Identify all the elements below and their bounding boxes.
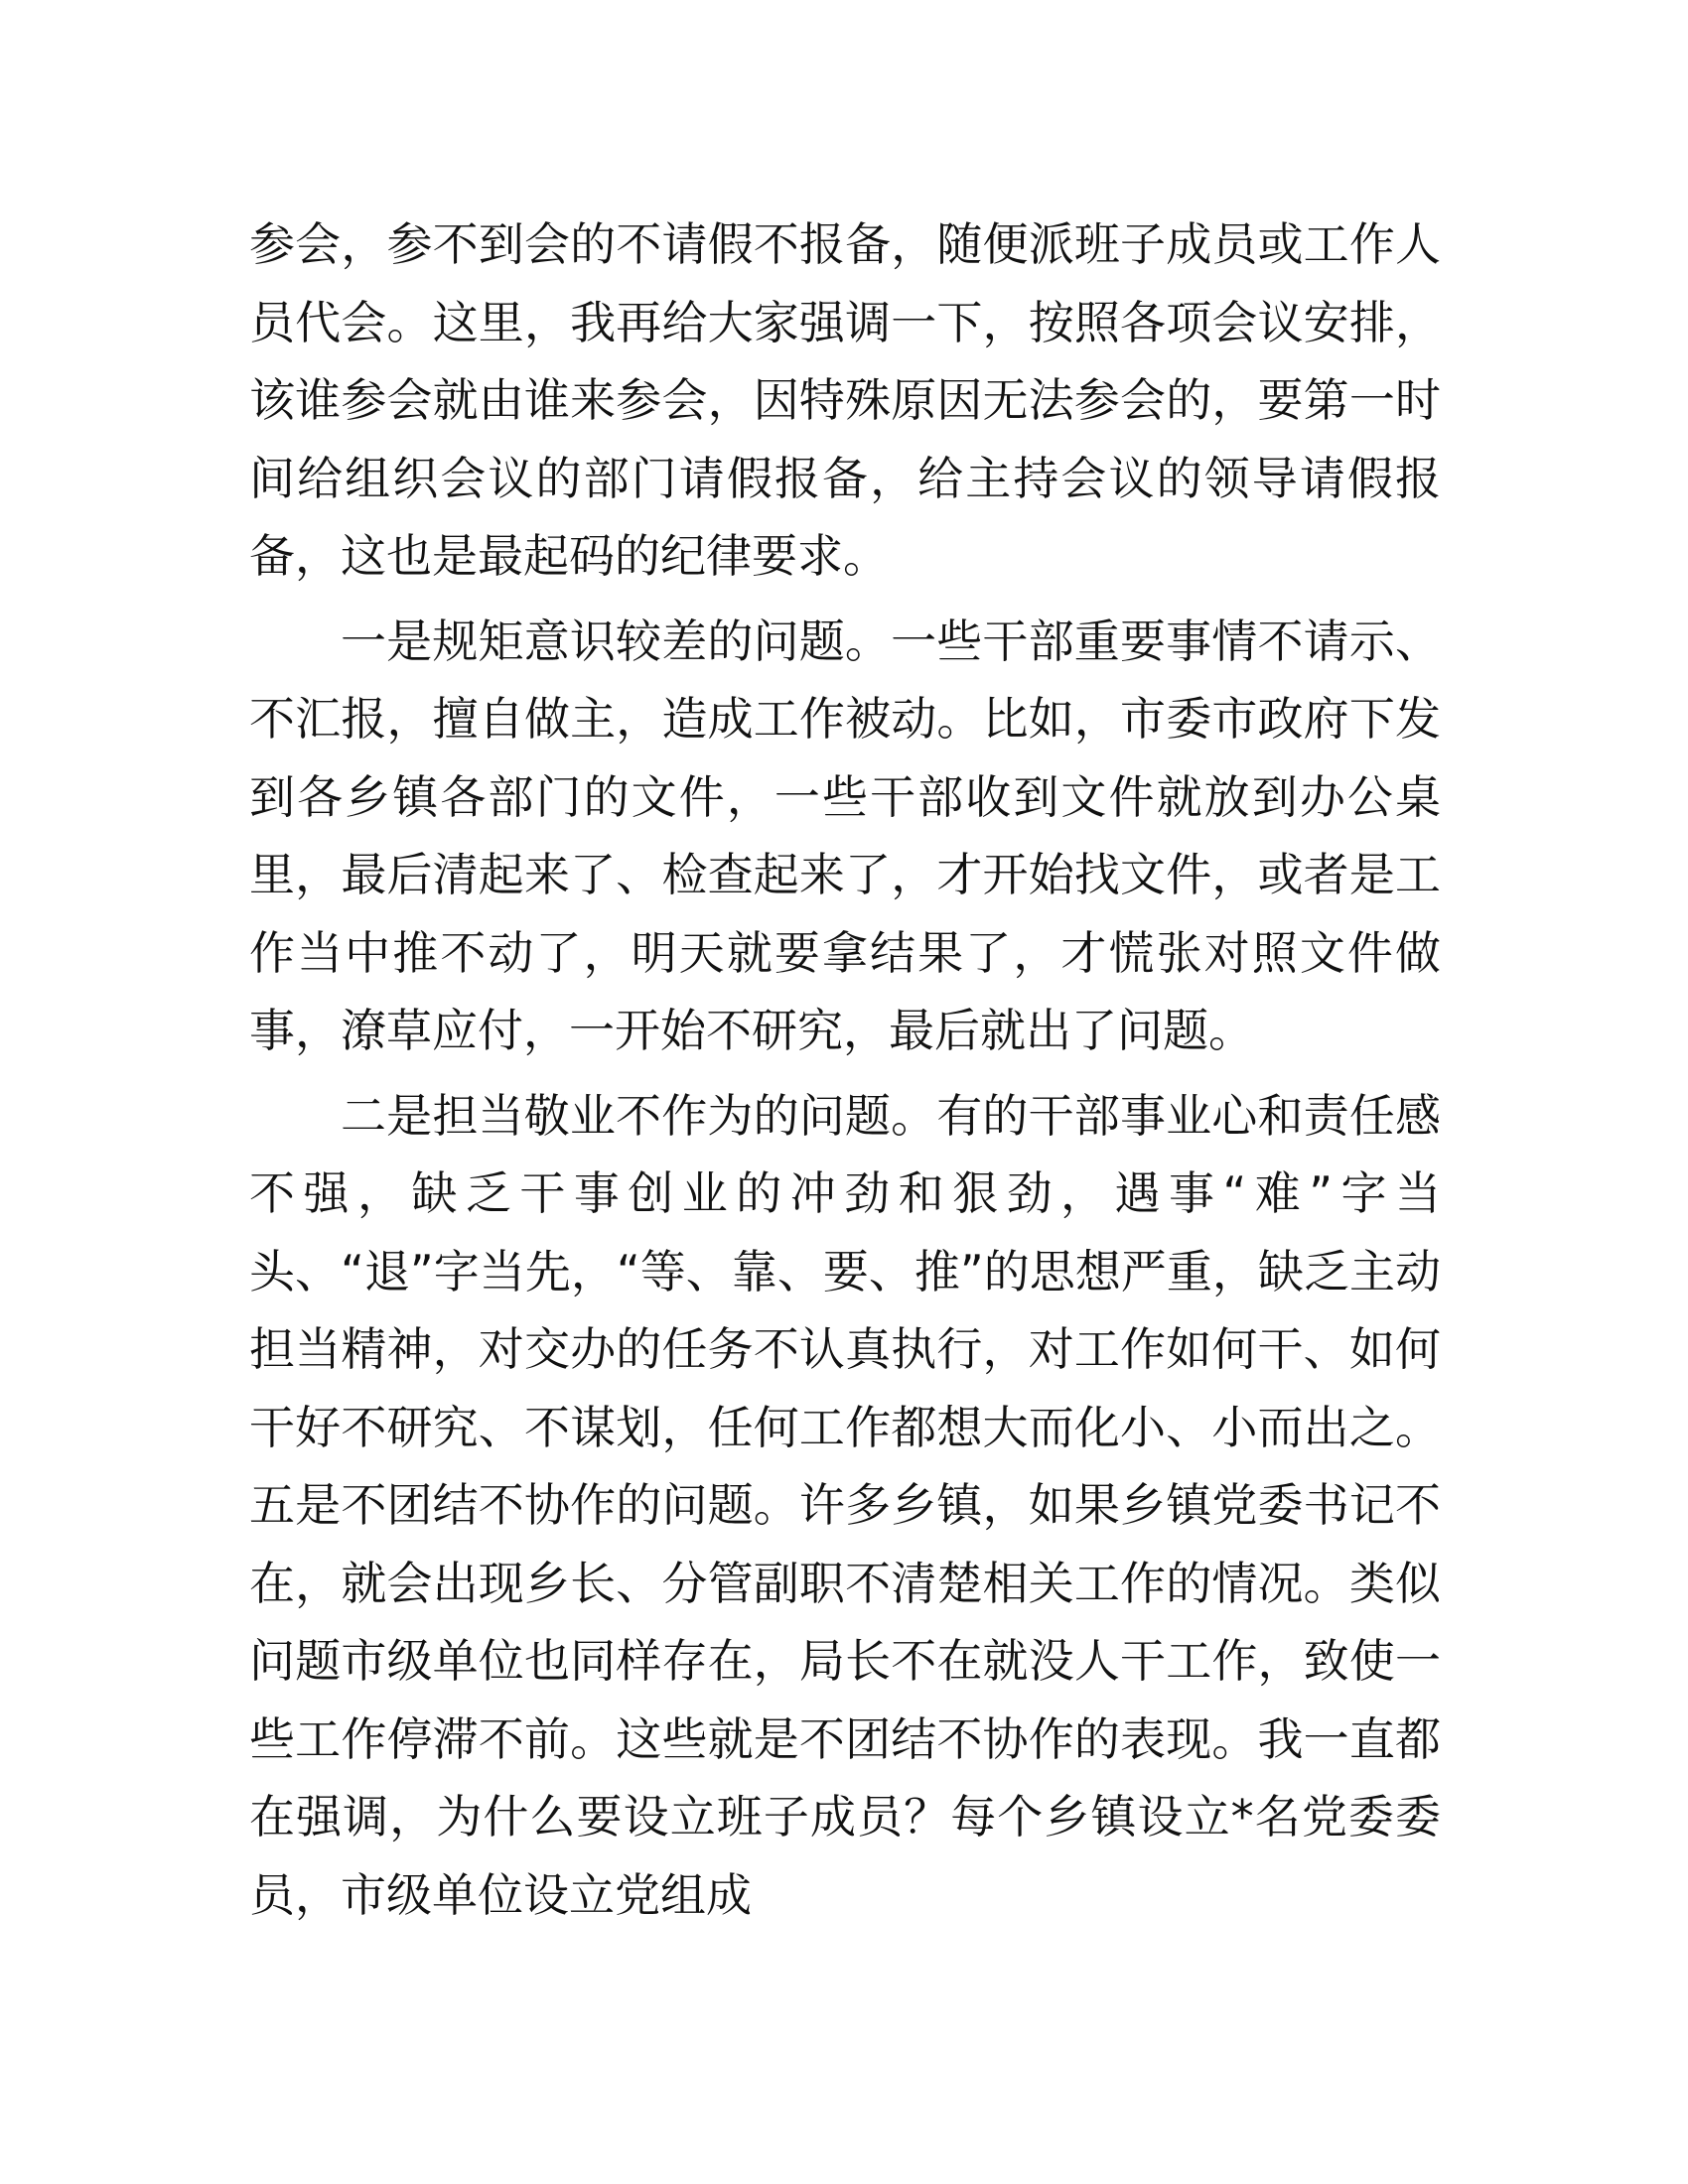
paragraph-issue-one: 一是规矩意识较差的问题。一些干部重要事情不请示、不汇报，擅自做主，造成工作被动。比如，市委市政府下发到各乡镇各部门的文件，一些干部收到文件就放到办公桌里，最后清起来了、检查起来了，才开始找文件，或者是工作当中推不动了，明天就要拿结果了，才慌张对照文件做事，潦草应付，一开始不研究，最后就出了问题。: [249, 614, 1441, 1057]
paragraph-issue-two: 二是担当敬业不作为的问题。有的干部事业心和责任感不强，缺乏干事创业的冲劲和狠劲，遇事“难”字当头、“退”字当先，“等、靠、要、推”的思想严重，缺乏主动担当精神，对交办的任务不认真执行，对工作如何干、如何干好不研究、不谋划，任何工作都想大而化小、小而出之。五是不团结不协作的问题。许多乡镇，如果乡镇党委书记不在，就会出现乡长、分管副职不清楚相关工作的情况。类似问题市级单位也同样存在，局长不在就没人干工作，致使一些工作停滞不前。这些就是不团结不协作的表现。我一直都在强调，为什么要设立班子成员？每个乡镇设立*名党委委员，市级单位设立党组成: [249, 1088, 1441, 1922]
document-body: [249, 205, 1441, 1934]
paragraph-continuation: 参会，参不到会的不请假不报备，随便派班子成员或工作人员代会。这里，我再给大家强调一下，按照各项会议安排，该谁参会就由谁来参会，因特殊原因无法参会的，要第一时间给组织会议的部门请假报备，给主持会议的领导请假报备，这也是最起码的纪律要求。: [249, 217, 1441, 583]
